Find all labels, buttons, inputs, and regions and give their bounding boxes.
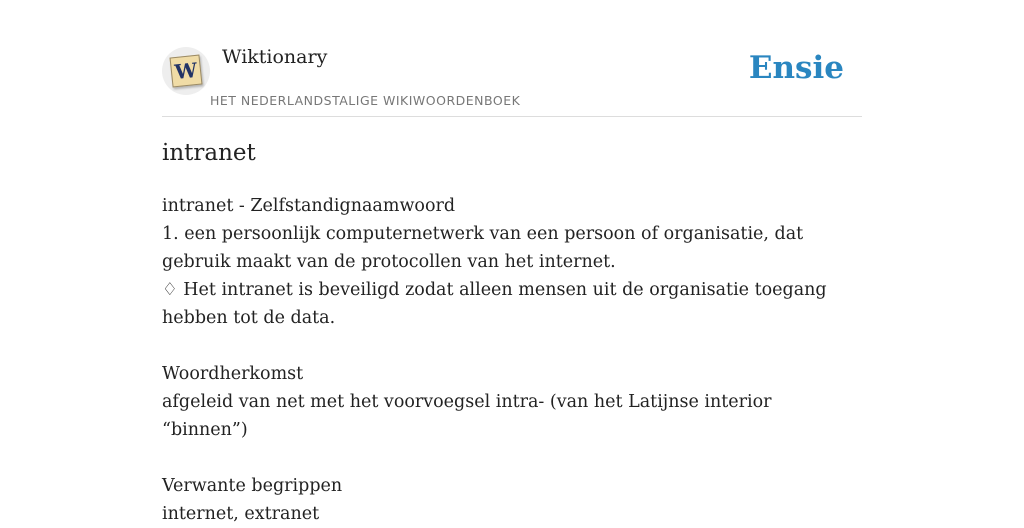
spacer (162, 332, 862, 360)
site-tagline: HET NEDERLANDSTALIGE WIKIWOORDENBOEK (210, 93, 521, 108)
logo-tile: W (170, 55, 203, 88)
entry-content (162, 192, 862, 528)
etymology-text: afgeleid van net met het voorvoegsel intra- (van het Latijnse interior “binnen”) (162, 392, 772, 440)
wiktionary-logo-icon[interactable] (162, 47, 210, 95)
related-terms-text: internet, extranet (162, 504, 320, 524)
definition-text: 1. een persoonlijk computernetwerk van een persoon of organisatie, dat gebruik maakt van de protocollen van het internet. (162, 224, 804, 272)
part-of-speech-line: intranet - Zelfstandignaamwoord (162, 196, 456, 216)
spacer (162, 444, 862, 472)
page-title: intranet (162, 140, 256, 166)
etymology-heading: Woordherkomst (162, 364, 304, 384)
ensie-brand-link[interactable]: Ensie (748, 50, 844, 86)
related-terms-heading: Verwante begrippen (162, 476, 343, 496)
site-header (162, 44, 862, 117)
example-sentence: ♢ Het intranet is beveiligd zodat alleen mensen uit de organisatie toegang hebben tot de data. (162, 280, 827, 328)
site-name[interactable]: Wiktionary (222, 46, 328, 68)
